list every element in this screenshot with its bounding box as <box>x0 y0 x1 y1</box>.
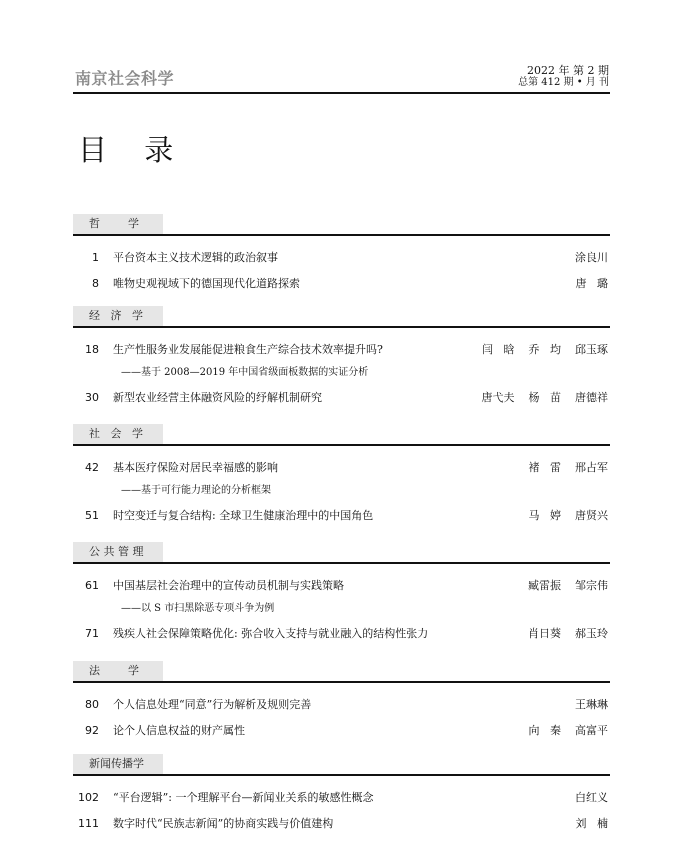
section-name: 哲 学 <box>89 217 139 230</box>
page-number: 8 <box>92 277 99 290</box>
article-title[interactable]: “平台逻辑”: 一个理解平台—新闻业关系的敏感性概念 <box>113 791 374 804</box>
toc-entry[interactable] <box>73 621 610 647</box>
section-header <box>73 754 610 776</box>
section-tab <box>73 661 163 681</box>
toc-entry[interactable] <box>73 245 610 271</box>
article-authors: 向 秦 高富平 <box>528 724 608 737</box>
toc-entry[interactable] <box>73 337 610 363</box>
issue-number: 2022 年 第 2 期 <box>527 64 609 77</box>
journal-name: 南京社会科学 <box>75 69 175 88</box>
section-law <box>73 661 610 744</box>
section-tab <box>73 214 163 234</box>
section-header <box>73 306 610 328</box>
section-name: 公 共 管 理 <box>89 545 144 558</box>
article-authors: 唐 璐 <box>575 277 608 290</box>
page-number: 30 <box>85 391 99 404</box>
toc-entry[interactable] <box>73 811 610 837</box>
toc-entry[interactable] <box>73 785 610 811</box>
section-header <box>73 214 610 236</box>
section-name: 经 济 学 <box>89 309 143 322</box>
section-name: 社 会 学 <box>89 427 143 440</box>
toc-subtitle-row <box>73 363 610 385</box>
toc-entry[interactable] <box>73 692 610 718</box>
page-number: 80 <box>85 698 99 711</box>
page-number: 51 <box>85 509 99 522</box>
article-title[interactable]: 论个人信息权益的财产属性 <box>113 724 245 737</box>
page-number: 92 <box>85 724 99 737</box>
article-title[interactable]: 中国基层社会治理中的宣传动员机制与实践策略 <box>113 579 344 592</box>
section-name: 法 学 <box>89 664 139 677</box>
toc-entry[interactable] <box>73 718 610 744</box>
issue-total: 总第 412 期 • 月 刊 <box>518 77 609 88</box>
toc-subtitle-row <box>73 599 610 621</box>
toc-subtitle-row <box>73 481 610 503</box>
article-title[interactable]: 残疾人社会保障策略优化: 弥合收入支持与就业融入的结构性张力 <box>113 627 429 640</box>
section-sociology <box>73 424 610 529</box>
article-title[interactable]: 新型农业经营主体融资风险的纾解机制研究 <box>113 391 322 404</box>
article-title[interactable]: 唯物史观视域下的德国现代化道路探索 <box>113 277 300 290</box>
article-subtitle: ——基于 2008—2019 年中国省级面板数据的实证分析 <box>121 367 369 378</box>
toc-entry[interactable] <box>73 271 610 297</box>
article-authors: 肖日葵 郝玉玲 <box>528 627 608 640</box>
article-authors: 涂良川 <box>575 251 608 264</box>
page-number: 71 <box>85 627 99 640</box>
section-tab <box>73 754 163 774</box>
article-authors: 唐弋夫 杨 苗 唐德祥 <box>481 391 608 404</box>
article-authors: 褚 雷 邢占军 <box>528 461 608 474</box>
section-public-administration <box>73 542 610 647</box>
article-title[interactable]: 平台资本主义技术逻辑的政治叙事 <box>113 251 278 264</box>
section-economics <box>73 306 610 411</box>
page-number: 42 <box>85 461 99 474</box>
journal-header <box>73 62 610 94</box>
page-number: 102 <box>78 791 99 804</box>
section-philosophy <box>73 214 610 297</box>
toc-entry[interactable] <box>73 385 610 411</box>
section-name: 新闻传播学 <box>89 757 144 770</box>
issue-info <box>518 65 609 89</box>
article-title[interactable]: 个人信息处理“同意”行为解析及规则完善 <box>113 698 312 711</box>
article-subtitle: ——基于可行能力理论的分析框架 <box>121 485 271 496</box>
page-number: 61 <box>85 579 99 592</box>
toc-title: 目 录 <box>78 133 188 167</box>
article-authors: 白红义 <box>575 791 608 804</box>
toc-entry[interactable] <box>73 573 610 599</box>
article-authors: 马 婷 唐贤兴 <box>528 509 608 522</box>
page-number: 111 <box>78 817 99 830</box>
page-number: 1 <box>92 251 99 264</box>
article-title[interactable]: 时空变迁与复合结构: 全球卫生健康治理中的中国角色 <box>113 509 374 522</box>
article-title[interactable]: 数字时代“民族志新闻”的协商实践与价值建构 <box>113 817 334 830</box>
article-title[interactable]: 生产性服务业发展能促进粮食生产综合技术效率提升吗? <box>113 343 383 356</box>
page-number: 18 <box>85 343 99 356</box>
section-journalism <box>73 754 610 837</box>
section-header <box>73 661 610 683</box>
section-tab <box>73 306 163 326</box>
toc-entry[interactable] <box>73 503 610 529</box>
section-tab <box>73 424 163 444</box>
article-subtitle: ——以 S 市扫黑除恶专项斗争为例 <box>121 603 275 614</box>
section-header <box>73 424 610 446</box>
article-authors: 王琳琳 <box>575 698 608 711</box>
toc-entry[interactable] <box>73 455 610 481</box>
section-tab <box>73 542 163 562</box>
section-header <box>73 542 610 564</box>
article-title[interactable]: 基本医疗保险对居民幸福感的影响 <box>113 461 278 474</box>
article-authors: 闫 晗 乔 均 邱玉琢 <box>482 343 608 356</box>
article-authors: 刘 楠 <box>575 817 608 830</box>
article-authors: 臧雷振 邹宗伟 <box>528 579 608 592</box>
